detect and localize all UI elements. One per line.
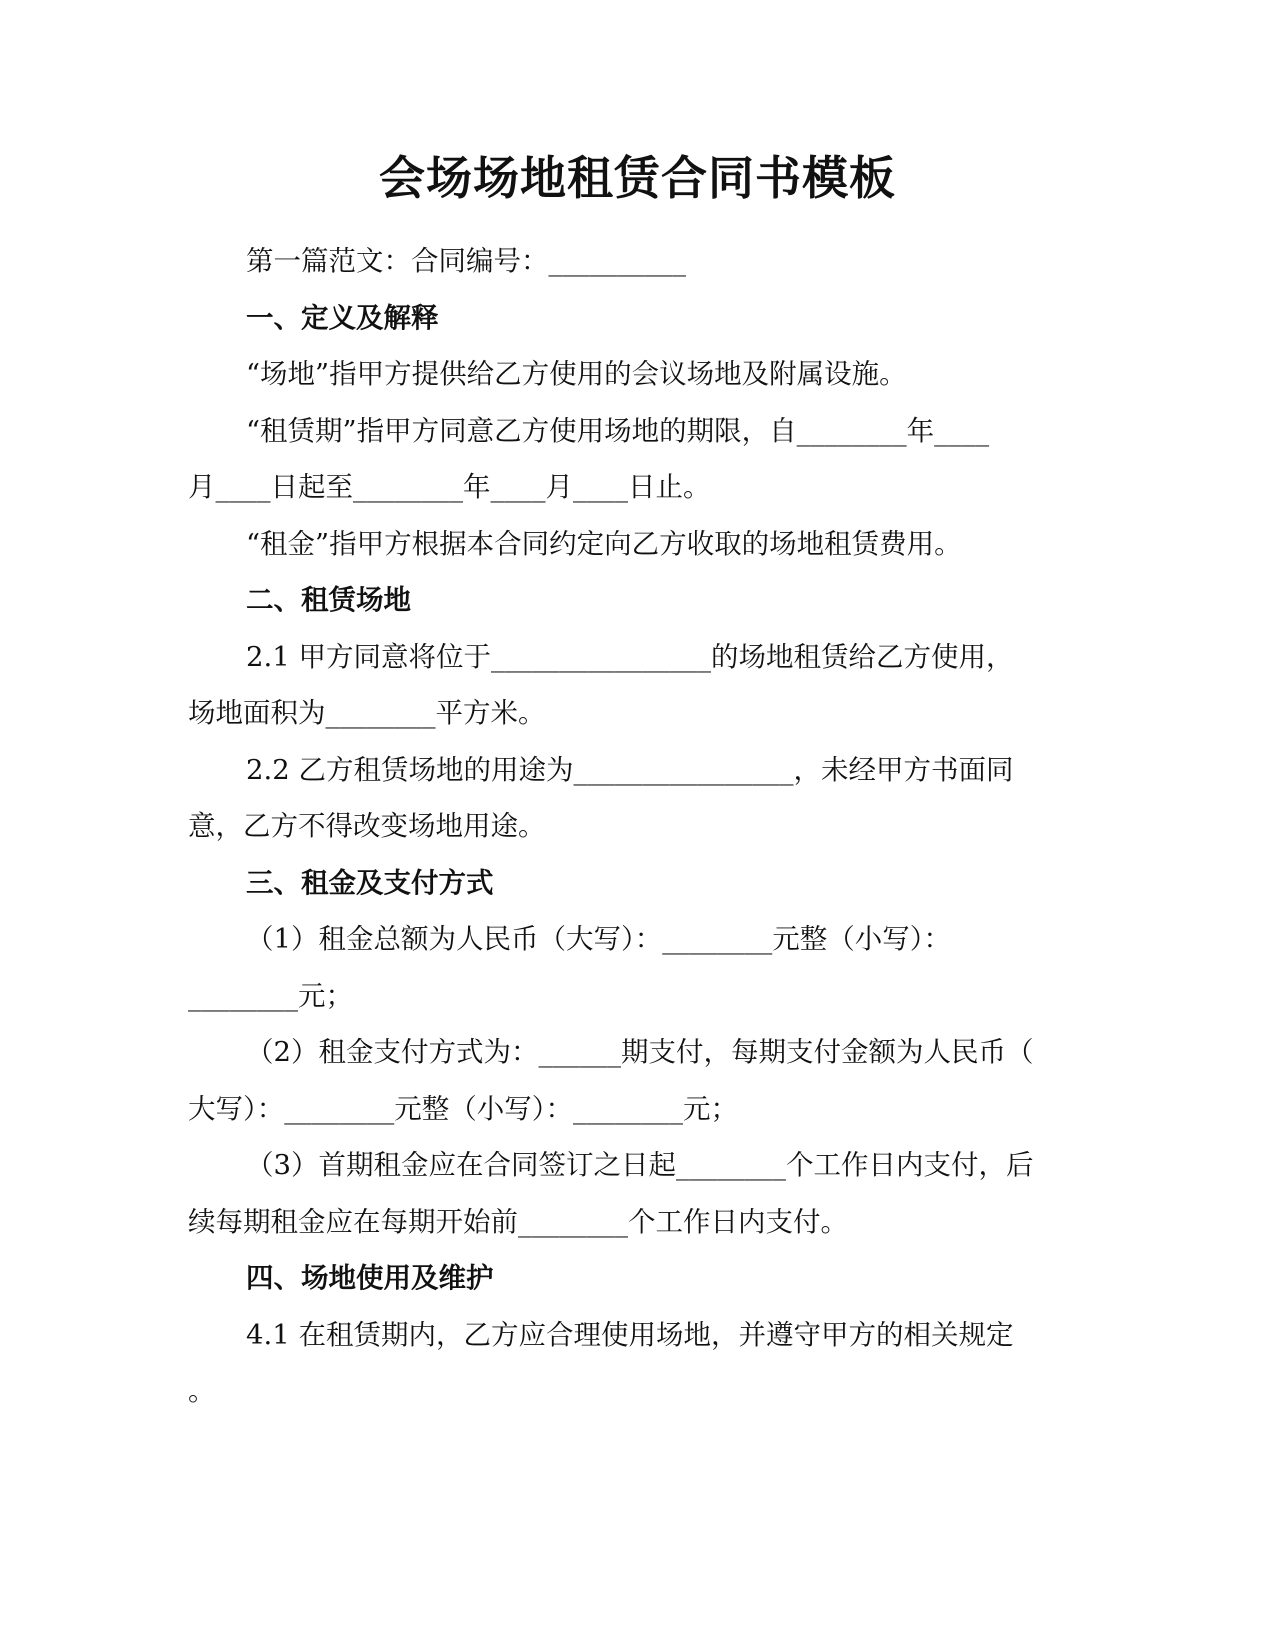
paragraph-line: 意，乙方不得改变场地用途。 — [188, 810, 546, 842]
paragraph-line: （2）租金支付方式为：______期支付，每期支付金额为人民币（ — [246, 1036, 1034, 1068]
section-heading — [188, 290, 1073, 347]
paragraph-line: 四、场地使用及维护 — [246, 1262, 494, 1294]
section-heading — [188, 1250, 1073, 1307]
paragraph-line: 。 — [188, 1375, 216, 1407]
paragraph — [188, 742, 1073, 855]
paragraph-line: 场地面积为________平方米。 — [188, 697, 546, 729]
paragraph — [188, 233, 1073, 290]
paragraph-line: 第一篇范文：合同编号：__________ — [246, 245, 686, 277]
paragraph-line: 三、租金及支付方式 — [246, 866, 494, 899]
paragraph-line: “租金”指甲方根据本合同约定向乙方收取的场地租赁费用。 — [246, 527, 962, 560]
document-body — [188, 233, 1073, 1420]
paragraph-line: （1）租金总额为人民币（大写）：________元整（小写）： — [246, 923, 951, 955]
paragraph — [188, 346, 1073, 403]
paragraph-line: “租赁期”指甲方同意乙方使用场地的期限，自________年____ — [246, 414, 990, 447]
section-heading — [188, 572, 1073, 629]
paragraph — [188, 1024, 1073, 1137]
paragraph — [188, 1307, 1073, 1420]
paragraph-line: 续每期租金应在每期开始前________个工作日内支付。 — [188, 1205, 848, 1238]
paragraph — [188, 403, 1073, 516]
paragraph-line: 4.1 在租赁期内，乙方应合理使用场地，并遵守甲方的相关规定 — [246, 1318, 1014, 1351]
paragraph — [188, 516, 1073, 573]
paragraph-line: 一、定义及解释 — [246, 301, 439, 334]
paragraph-line: “场地”指甲方提供给乙方使用的会议场地及附属设施。 — [246, 358, 907, 390]
paragraph-line: 月____日起至________年____月____日止。 — [188, 471, 711, 503]
paragraph-line: 2.2 乙方租赁场地的用途为________________，未经甲方书面同 — [246, 753, 1014, 786]
section-heading — [188, 855, 1073, 912]
paragraph — [188, 1137, 1073, 1250]
paragraph-line: （3）首期租金应在合同签订之日起________个工作日内支付，后 — [246, 1149, 1034, 1181]
paragraph — [188, 629, 1073, 742]
paragraph — [188, 911, 1073, 1024]
paragraph-line: 大写）：________元整（小写）：________元； — [188, 1092, 738, 1125]
document-title: 会场场地租赁合同书模板 — [379, 151, 896, 205]
paragraph-line: 二、租赁场地 — [246, 584, 411, 616]
paragraph-line: ________元； — [188, 979, 353, 1012]
paragraph-line: 2.1 甲方同意将位于________________的场地租赁给乙方使用， — [246, 640, 1014, 673]
